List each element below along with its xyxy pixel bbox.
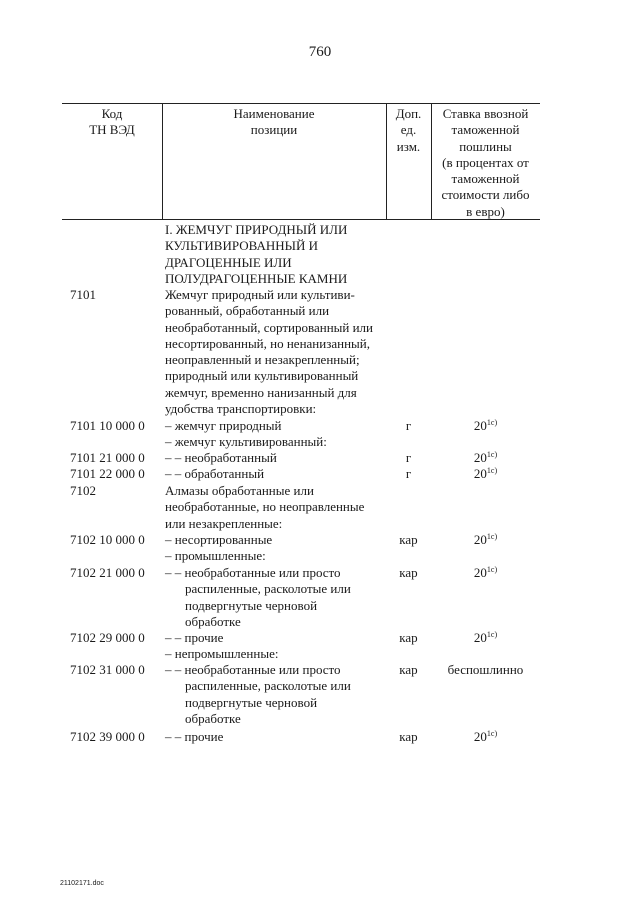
row-description — [165, 483, 364, 532]
description-line: обработке — [185, 710, 241, 726]
row-description — [165, 662, 351, 727]
row-description — [165, 287, 373, 417]
description-line: распиленные, расколотые или — [185, 678, 351, 694]
row-rate — [431, 630, 540, 646]
rate-footnote: 1с) — [486, 418, 498, 427]
rate-value: беспошлинно — [447, 662, 524, 677]
description-line: обработке — [185, 613, 241, 629]
rate-value: 20 — [473, 565, 487, 580]
header-code-line: ТН ВЭД — [89, 122, 135, 138]
header-unit — [386, 106, 431, 155]
row-rate — [431, 418, 540, 434]
header-unit-line: ед. — [400, 122, 417, 138]
description-line: подвергнутые черновой — [185, 694, 318, 710]
description-line: удобства транспортировки: — [165, 401, 317, 417]
description-line: жемчуг, временно нанизанный для — [165, 384, 357, 400]
row-code: 7101 — [70, 287, 96, 302]
row-rate — [431, 662, 540, 678]
row-unit: г — [405, 450, 412, 465]
header-rate-line: пошлины — [459, 138, 512, 154]
row-code: 7102 21 000 0 — [70, 565, 145, 580]
row-code: 7102 29 000 0 — [70, 630, 145, 645]
description-line: необработанные, но неоправленные — [165, 499, 365, 515]
header-unit-line: изм. — [396, 138, 421, 154]
description-line: – – прочие — [165, 630, 224, 645]
row-rate — [431, 466, 540, 482]
rate-value: 20 — [473, 466, 487, 481]
description-line: – – обработанный — [165, 466, 265, 481]
description-line: необработанный, сортированный или — [165, 319, 373, 335]
row-code: 7101 22 000 0 — [70, 466, 145, 481]
header-rate-line: таможенной — [451, 171, 520, 187]
header-rate-line: таможенной — [451, 122, 520, 138]
row-code: 7102 39 000 0 — [70, 729, 145, 744]
header-name-line: позиции — [250, 122, 298, 138]
rate-footnote: 1с) — [486, 729, 498, 738]
description-line: природный или культивированный — [165, 368, 359, 384]
header-rate-line: (в процентах от — [442, 154, 529, 170]
row-rate — [431, 729, 540, 745]
rate-footnote: 1с) — [486, 565, 498, 574]
row-rate — [431, 450, 540, 466]
row-unit: г — [405, 466, 412, 481]
row-code: 7102 31 000 0 — [70, 662, 145, 677]
row-code: 7101 10 000 0 — [70, 418, 145, 433]
description-line: – – необработанные или просто — [165, 565, 341, 580]
row-unit: кар — [399, 662, 418, 677]
header-rate-line: в евро) — [466, 203, 505, 219]
row-code: 7102 — [70, 483, 96, 498]
rate-value: 20 — [473, 418, 487, 433]
description-line: распиленные, расколотые или — [185, 581, 351, 597]
row-description — [165, 630, 223, 646]
description-line: Алмазы обработанные или — [165, 483, 314, 498]
row-description — [165, 434, 327, 450]
description-line: – – необработанные или просто — [165, 662, 341, 677]
description-line: или незакрепленные: — [165, 515, 283, 531]
description-line: рованный, обработанный или — [165, 303, 330, 319]
description-line: – жемчуг культивированный: — [165, 434, 327, 449]
header-rate — [431, 106, 540, 220]
rate-value: 20 — [473, 729, 487, 744]
section-title-line: КУЛЬТИВИРОВАННЫЙ И — [165, 238, 318, 254]
row-rate — [431, 565, 540, 581]
section-title-line: ПОЛУДРАГОЦЕННЫЕ КАМНИ — [165, 270, 348, 286]
row-description — [165, 646, 278, 662]
row-description — [165, 532, 272, 548]
header-name-line: Наименование — [233, 106, 315, 121]
description-line: неоправленный и незакрепленный; — [165, 352, 360, 368]
row-code: 7102 10 000 0 — [70, 532, 145, 547]
rate-footnote: 1с) — [486, 450, 498, 459]
row-description — [165, 565, 351, 630]
rate-value: 20 — [473, 532, 487, 547]
rate-footnote: 1с) — [486, 466, 498, 475]
description-line: – промышленные: — [165, 548, 266, 563]
row-unit: кар — [399, 729, 418, 744]
page-number: 760 — [308, 44, 332, 60]
row-unit: г — [405, 418, 412, 433]
row-unit: кар — [399, 630, 418, 645]
description-line: несортированный, но ненанизанный, — [165, 335, 370, 351]
row-description — [165, 729, 223, 745]
row-description — [165, 450, 277, 466]
rate-value: 20 — [473, 630, 487, 645]
rate-footnote: 1с) — [486, 630, 498, 639]
section-title-line: I. ЖЕМЧУГ ПРИРОДНЫЙ ИЛИ — [165, 222, 348, 237]
header-rate-line: Ставка ввозной — [442, 106, 529, 121]
header-code — [62, 106, 162, 139]
header-unit-line: Доп. — [395, 106, 422, 121]
table-header-top-rule — [62, 103, 540, 104]
row-description — [165, 466, 264, 482]
header-code-line: Код — [101, 106, 123, 121]
footer-filename: 21102171.doc — [60, 880, 104, 887]
description-line: – жемчуг природный — [165, 418, 282, 433]
description-line: Жемчуг природный или культиви- — [165, 287, 355, 302]
row-rate — [431, 532, 540, 548]
description-line: – – прочие — [165, 729, 224, 744]
section-title-line: ДРАГОЦЕННЫЕ ИЛИ — [165, 254, 292, 270]
rate-value: 20 — [473, 450, 487, 465]
row-description — [165, 548, 266, 564]
row-code: 7101 21 000 0 — [70, 450, 145, 465]
header-rate-line: стоимости либо — [441, 187, 530, 203]
rate-footnote: 1с) — [486, 532, 498, 541]
row-unit: кар — [399, 565, 418, 580]
description-line: – – необработанный — [165, 450, 277, 465]
description-line: – непромышленные: — [165, 646, 279, 661]
row-unit: кар — [399, 532, 418, 547]
header-name — [162, 106, 386, 139]
row-description — [165, 418, 281, 434]
description-line: – несортированные — [165, 532, 273, 547]
section-title — [165, 222, 347, 287]
description-line: подвергнутые черновой — [185, 597, 318, 613]
